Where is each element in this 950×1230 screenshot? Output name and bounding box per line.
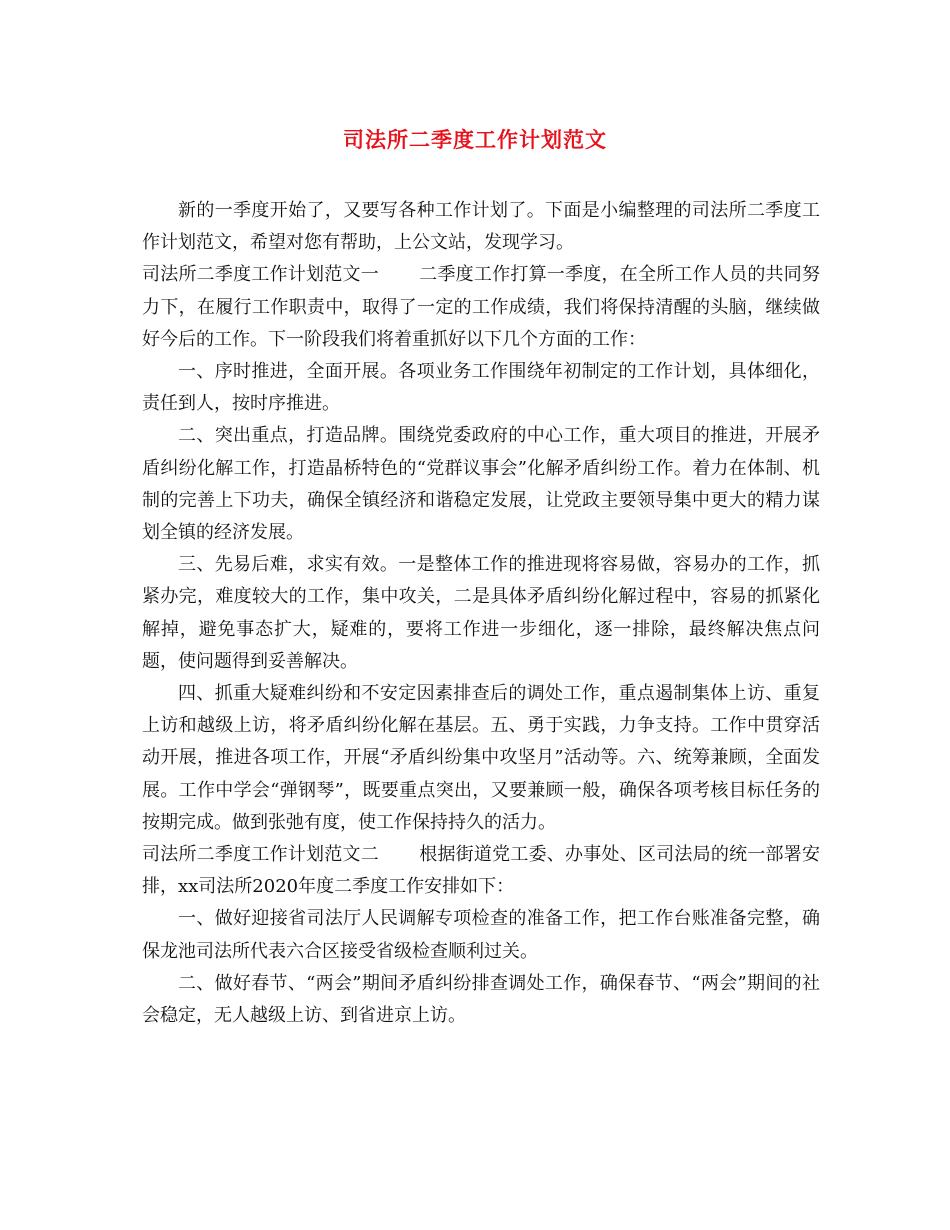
paragraph-text: 一、做好迎接省司法厅人民调解专项检查的准备工作，把工作台账准备完整，确保龙池司法所代表六合区接受省级检查顺利过关。 xyxy=(142,908,820,962)
document-body xyxy=(142,195,820,1032)
paragraph-text: 二季度工作打算一季度，在全所工作人员的共同努力下，在履行工作职责中，取得了一定的工作成绩，我们将保持清醒的头脑，继续做好今后的工作。下一阶段我们将着重抓好以下几个方面的工作： xyxy=(142,264,821,350)
paragraph-item xyxy=(142,420,820,549)
section-one-opening xyxy=(142,259,820,356)
paragraph-text: 一、序时推进，全面开展。各项业务工作围绕年初制定的工作计划，具体细化，责任到人，按时序推进。 xyxy=(142,361,820,415)
paragraph-text: 三、先易后难，求实有效。一是整体工作的推进现将容易做，容易办的工作，抓紧办完，难度较大的工作，集中攻关，二是具体矛盾纠纷化解过程中，容易的抓紧化解掉，避免事态扩大，疑难的，要将工作进一步细化，逐一排除，最终解决焦点问题，使问题得到妥善解决。 xyxy=(142,554,820,672)
paragraph-text: 二、突出重点，打造品牌。围绕党委政府的中心工作，重大项目的推进，开展矛盾纠纷化解工作，打造晶桥特色的“党群议事会”化解矛盾纠纷工作。着力在体制、机制的完善上下功夫，确保全镇经济和谐稳定发展，让党政主要领导集中更大的精力谋划全镇的经济发展。 xyxy=(142,425,820,544)
paragraph-text: 新的一季度开始了，又要写各种工作计划了。下面是小编整理的司法所二季度工作计划范文，希望对您有帮助，上公文站，发现学习。 xyxy=(142,200,820,254)
section-heading: 司法所二季度工作计划范文二 xyxy=(142,844,379,866)
paragraph-text: 二、做好春节、“两会”期间矛盾纠纷排查调处工作，确保春节、“两会”期间的社会稳定，无人越级上访、到省进京上访。 xyxy=(142,972,820,1027)
section-two-opening xyxy=(142,839,820,903)
section-heading: 司法所二季度工作计划范文一 xyxy=(142,264,379,286)
paragraph-intro xyxy=(142,195,820,259)
paragraph-text: 四、抓重大疑难纠纷和不安定因素排查后的调处工作，重点遏制集体上访、重复上访和越级上访，将矛盾纠纷化解在基层。五、勇于实践，力争支持。工作中贯穿活动开展，推进各项工作，开展“矛盾纠纷集中攻坚月”活动等。六、统筹兼顾，全面发展。工作中学会“弹钢琴”，既要重点突出，又要兼顾一般，确保各项考核目标任务的按期完成。做到张弛有度，使工作保持持久的活力。 xyxy=(142,683,820,833)
paragraph-text: 根据街道党工委、办事处、区司法局的统一部署安排，xx司法所2020年度二季度工作安排如下： xyxy=(142,844,821,898)
paragraph-item xyxy=(142,678,820,839)
paragraph-item xyxy=(142,968,820,1032)
document-title: 司法所二季度工作计划范文 xyxy=(343,127,607,152)
paragraph-item xyxy=(142,549,820,678)
paragraph-item xyxy=(142,356,820,420)
paragraph-item xyxy=(142,903,820,967)
